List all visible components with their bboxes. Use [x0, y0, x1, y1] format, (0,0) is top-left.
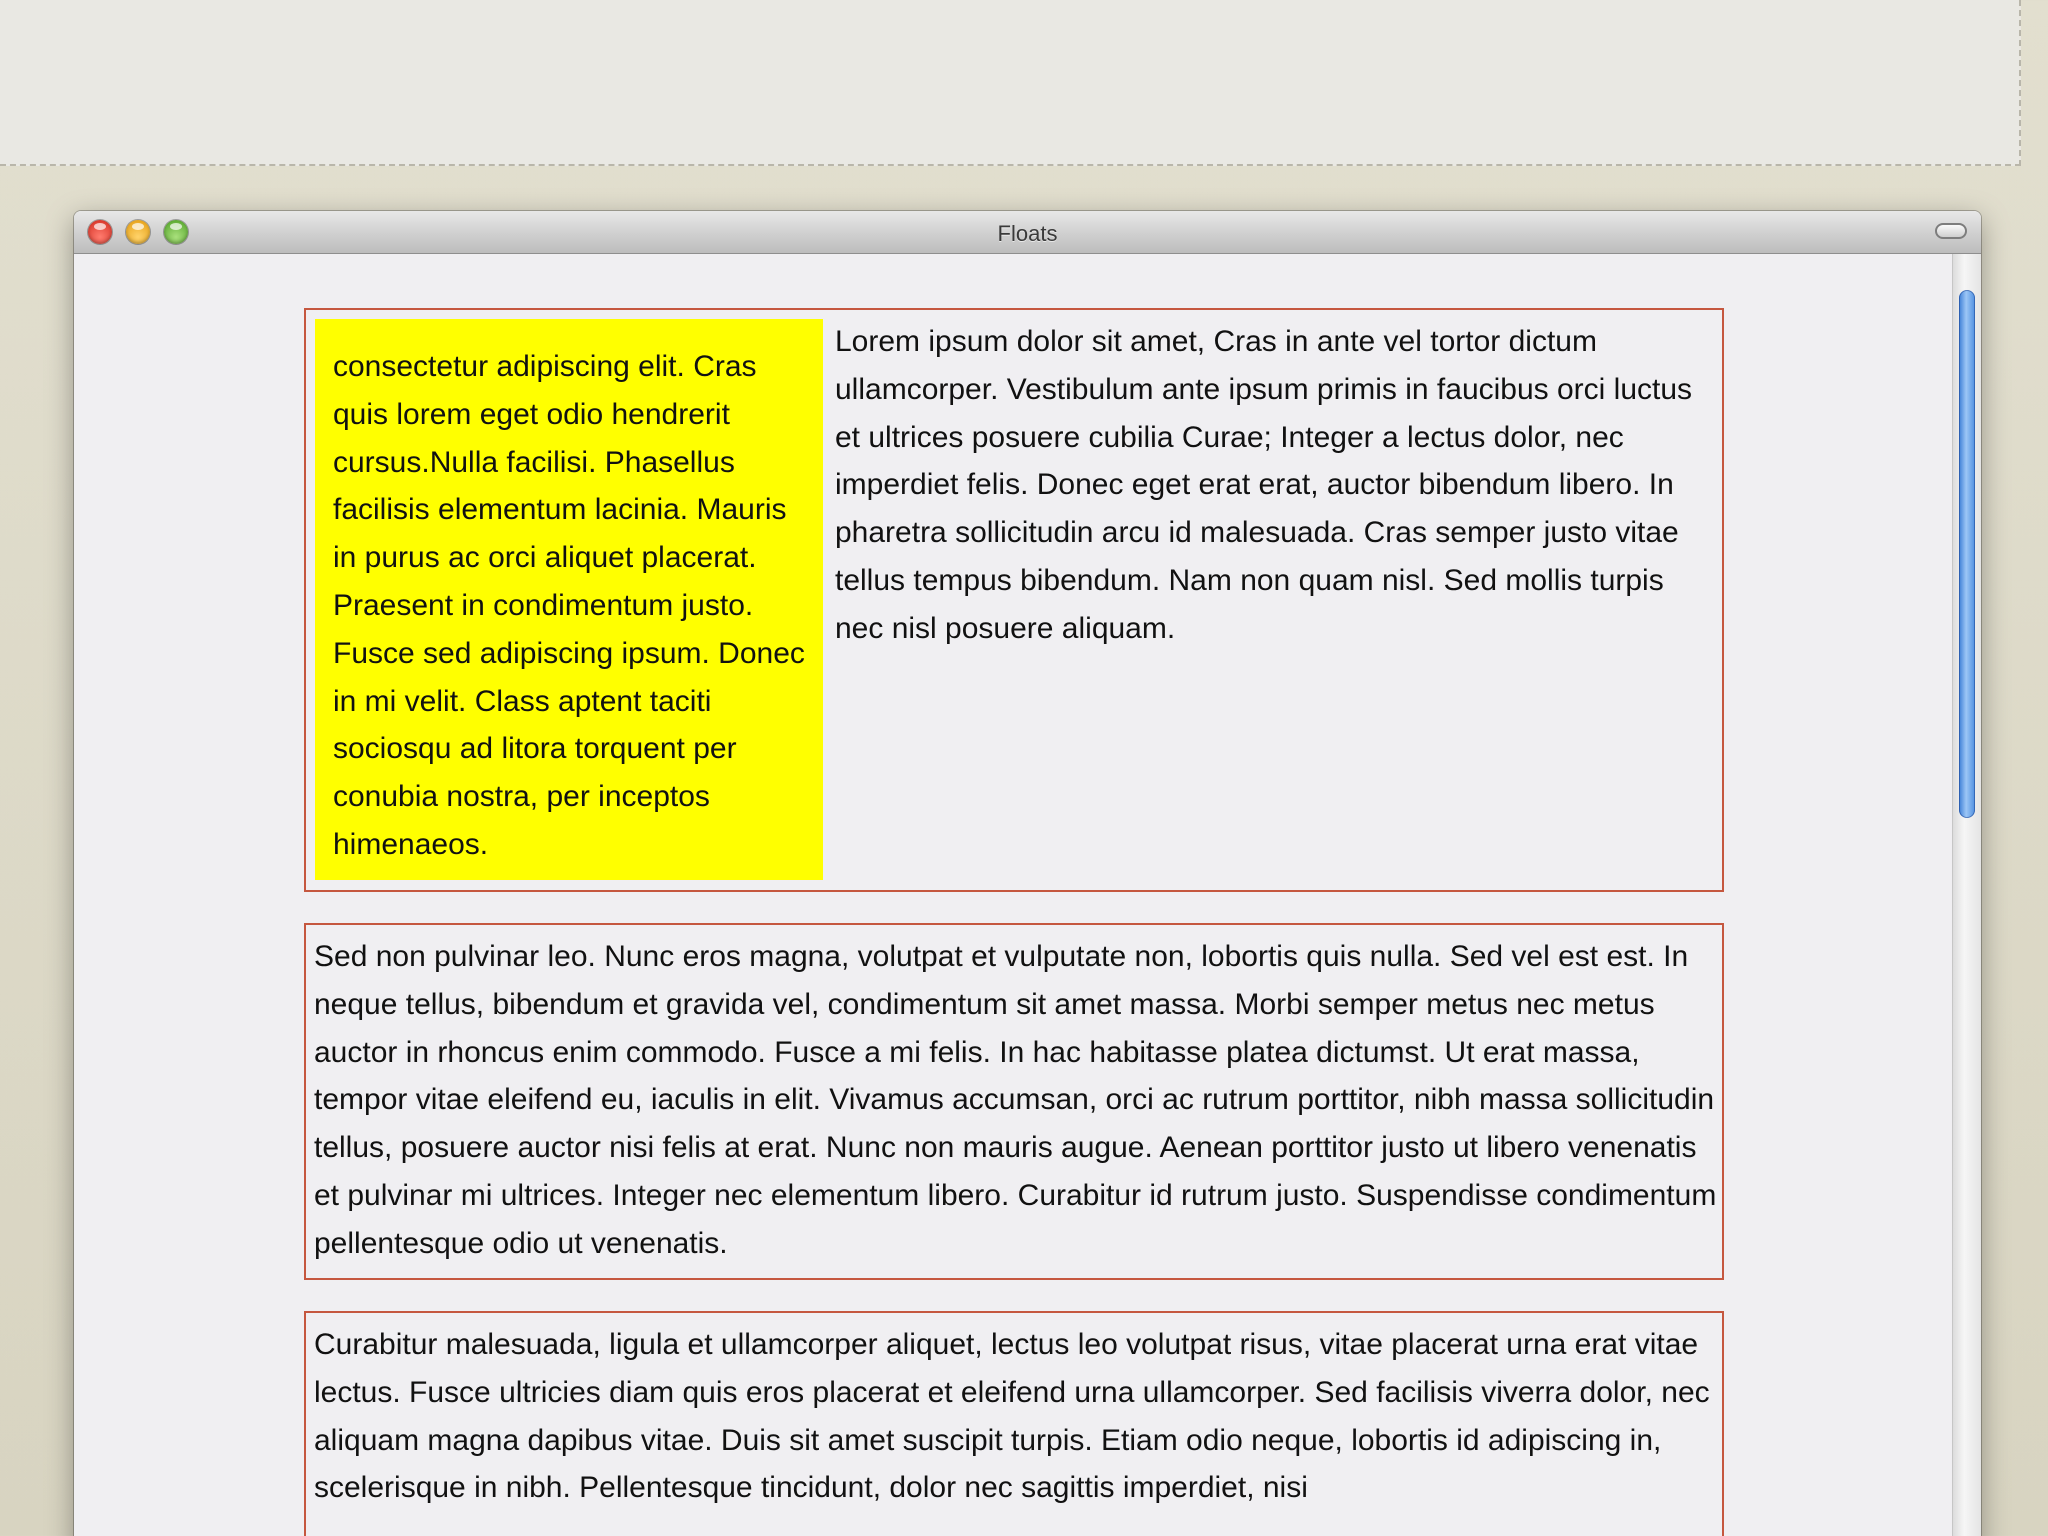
second-box	[304, 923, 1724, 1280]
window-title: Floats	[997, 221, 1058, 246]
browser-window	[74, 211, 1981, 1536]
float-container-box	[304, 308, 1724, 892]
vertical-scrollbar[interactable]	[1952, 254, 1981, 1536]
third-box	[304, 1311, 1724, 1536]
second-paragraph: Sed non pulvinar leo. Nunc eros magna, volutpat et vulputate non, lobortis quis nulla. Sed vel est est. In neque tellus, bibendum et gravida vel, condimentum sit amet massa. Morbi semper metus nec metus auctor in rhoncus enim commodo. Fusce a mi felis. In hac habitasse platea dictumst. Ut erat massa, tempor vitae eleifend eu, iaculis in elit. Vivamus accumsan, orci ac rutrum porttitor, nibh massa sollicitudin tellus, posuere auctor nisi felis at erat. Nunc non mauris augue. Aenean porttitor justo ut libero venenatis et pulvinar mi ultrices. Integer nec elementum libero. Curabitur id rutrum justo. Suspendisse condimentum pellentesque odio ut venenatis.	[314, 940, 1717, 1260]
yellow-float-box	[315, 319, 823, 880]
third-box-text	[314, 1321, 1718, 1512]
title-bar[interactable]	[74, 211, 1981, 254]
page-content	[74, 254, 1952, 1536]
desktop-top-panel	[0, 0, 2021, 166]
float-paragraph: consectetur adipiscing elit. Cras quis lorem eget odio hendrerit cursus.Nulla facilisi. Phasellus facilisis elementum lacinia. Mauris in purus ac orci aliquet placerat. Praesent in condimentum justo. Fusce sed adipiscing ipsum. Donec in mi velit. Class aptent taciti sociosqu ad litora torquent per conubia nostra, per inceptos himenaeos.	[333, 350, 805, 861]
second-box-text	[314, 933, 1718, 1268]
first-box-text	[835, 318, 1705, 653]
first-paragraph: Lorem ipsum dolor sit amet, Cras in ante vel tortor dictum ullamcorper. Vestibulum ante ipsum primis in faucibus orci luctus et ultrices posuere cubilia Curae; Integer a lectus dolor, nec imperdiet felis. Donec eget erat erat, auctor bibendum libero. In pharetra sollicitudin arcu id malesuada. Cras semper justo vitae tellus tempus bibendum. Nam non quam nisl. Sed mollis turpis nec nisl posuere aliquam.	[835, 325, 1693, 645]
toolbar-toggle-icon[interactable]	[1935, 223, 1967, 239]
third-paragraph: Curabitur malesuada, ligula et ullamcorper aliquet, lectus leo volutpat risus, vitae placerat urna erat vitae lectus. Fusce ultricies diam quis eros placerat et eleifend urna ullamcorper. Sed facilisis viverra dolor, nec aliquam magna dapibus vitae. Duis sit amet suscipit turpis. Etiam odio neque, lobortis id adipiscing in, scelerisque in nibh. Pellentesque tincidunt, dolor nec sagittis imperdiet, nisi	[314, 1328, 1710, 1505]
scrollbar-thumb[interactable]	[1959, 290, 1975, 818]
